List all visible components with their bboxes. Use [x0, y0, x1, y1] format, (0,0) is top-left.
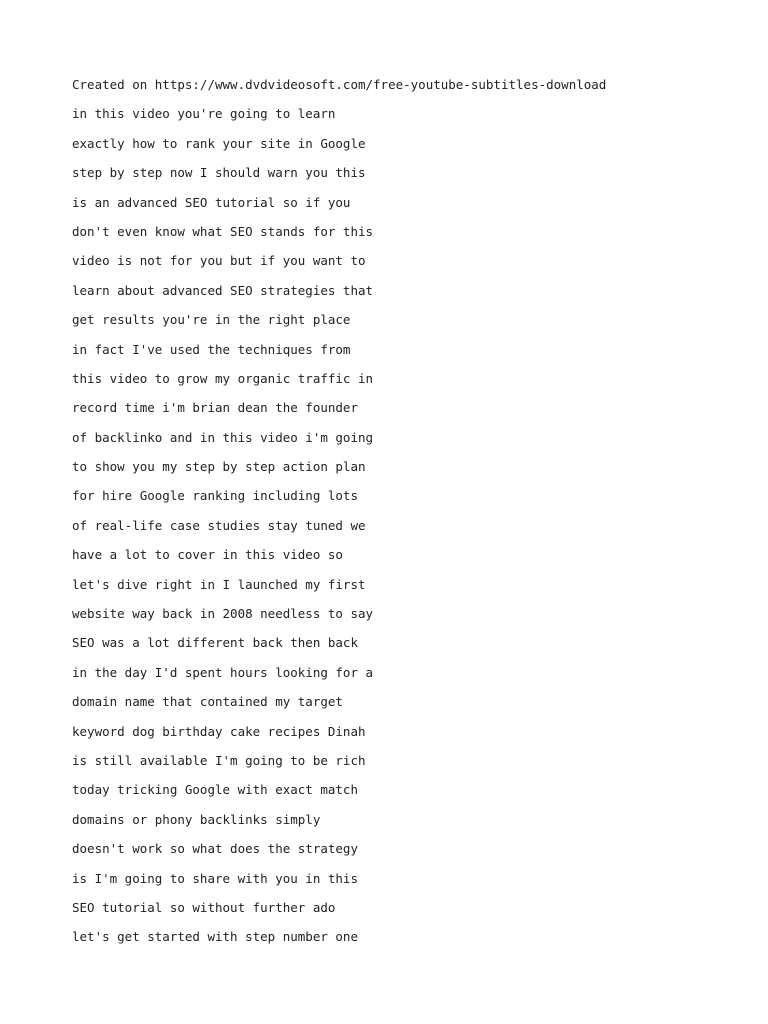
transcript-line: video is not for you but if you want to [72, 253, 366, 269]
transcript-line: keyword dog birthday cake recipes Dinah [72, 723, 366, 739]
transcript-line: SEO was a lot different back then back [72, 635, 358, 651]
transcript-line: domains or phony backlinks simply [72, 811, 321, 827]
transcript-line: is I'm going to share with you in this [72, 870, 358, 886]
transcript-line: let's get started with step number one [72, 929, 358, 945]
transcript-text [72, 70, 606, 952]
transcript-line: get results you're in the right place [72, 312, 351, 328]
transcript-line: Created on https://www.dvdvideosoft.com/free-youtube-subtitles-download [72, 77, 607, 92]
transcript-line: today tricking Google with exact match [72, 782, 358, 798]
transcript-line: record time i'm brian dean the founder [72, 400, 358, 416]
transcript-line: of backlinko and in this video i'm going [72, 429, 374, 445]
transcript-line: SEO tutorial so without further ado [72, 899, 336, 915]
transcript-line: learn about advanced SEO strategies that [72, 282, 374, 298]
transcript-line: is still available I'm going to be rich [72, 752, 366, 768]
transcript-line: have a lot to cover in this video so [72, 547, 343, 563]
transcript-line: let's dive right in I launched my first [72, 576, 366, 592]
transcript-line: this video to grow my organic traffic in [72, 370, 374, 386]
transcript-line: domain name that contained my target [72, 694, 343, 710]
transcript-line: step by step now I should warn you this [72, 165, 366, 181]
transcript-line: doesn't work so what does the strategy [72, 841, 358, 857]
transcript-line: website way back in 2008 needless to say [72, 606, 374, 622]
transcript-line: in fact I've used the techniques from [72, 341, 351, 357]
transcript-line: don't even know what SEO stands for this [72, 223, 374, 239]
transcript-line: of real-life case studies stay tuned we [72, 517, 366, 533]
transcript-line: is an advanced SEO tutorial so if you [72, 194, 351, 210]
transcript-line: in this video you're going to learn [72, 106, 336, 122]
transcript-line: to show you my step by step action plan [72, 459, 366, 475]
transcript-line: exactly how to rank your site in Google [72, 135, 366, 151]
transcript-line: in the day I'd spent hours looking for a [72, 664, 374, 680]
transcript-line: for hire Google ranking including lots [72, 488, 358, 504]
